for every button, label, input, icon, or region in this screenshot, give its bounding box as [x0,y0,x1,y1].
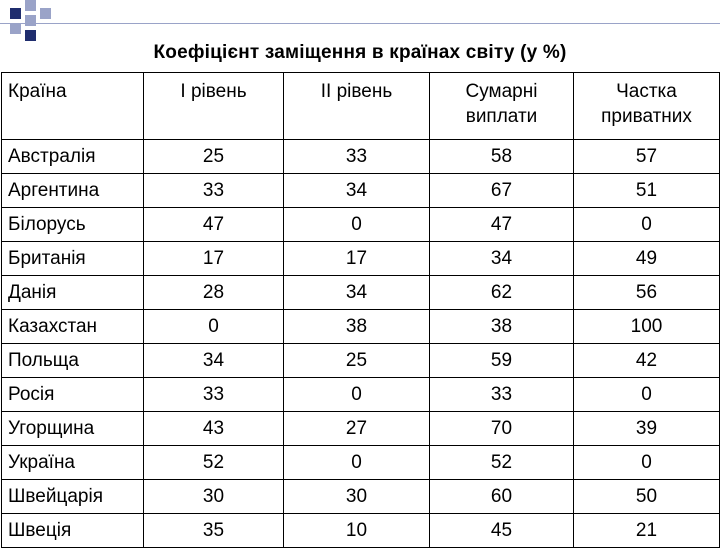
table-row [2,140,720,174]
table-row [2,208,720,242]
total-payments-cell: 60 [430,480,574,514]
country-cell: Аргентина [2,174,144,208]
level-1-cell: 25 [144,140,284,174]
country-cell: Росія [2,378,144,412]
decor-square [25,30,36,41]
level-2-cell: 0 [284,446,430,480]
header-level-1: I рівень [144,73,284,140]
table-row [2,480,720,514]
private-share-cell: 56 [574,276,720,310]
header-private-share: Частка приватних [574,73,720,140]
private-share-cell: 39 [574,412,720,446]
level-1-cell: 17 [144,242,284,276]
country-cell: Австралія [2,140,144,174]
level-1-cell: 43 [144,412,284,446]
total-payments-cell: 67 [430,174,574,208]
level-1-cell: 33 [144,174,284,208]
private-share-cell: 0 [574,446,720,480]
total-payments-cell: 62 [430,276,574,310]
level-1-cell: 47 [144,208,284,242]
slide-decoration [0,0,720,46]
level-2-cell: 17 [284,242,430,276]
header-level-2: II рівень [284,73,430,140]
total-payments-cell: 58 [430,140,574,174]
page-title: Коефіцієнт заміщення в країнах світу (у %) [153,42,567,63]
decor-square [10,23,21,34]
level-2-cell: 30 [284,480,430,514]
country-cell: Данія [2,276,144,310]
level-2-cell: 27 [284,412,430,446]
private-share-cell: 49 [574,242,720,276]
table-row [2,276,720,310]
private-share-cell: 0 [574,378,720,412]
country-cell: Швейцарія [2,480,144,514]
country-cell: Україна [2,446,144,480]
country-cell: Британія [2,242,144,276]
total-payments-cell: 59 [430,344,574,378]
header-country: Країна [2,73,144,140]
total-payments-cell: 33 [430,378,574,412]
table-row [2,242,720,276]
level-1-cell: 34 [144,344,284,378]
level-2-cell: 0 [284,378,430,412]
level-2-cell: 34 [284,276,430,310]
table-row [2,310,720,344]
country-cell: Угорщина [2,412,144,446]
private-share-cell: 0 [574,208,720,242]
total-payments-cell: 38 [430,310,574,344]
level-1-cell: 0 [144,310,284,344]
private-share-cell: 51 [574,174,720,208]
decor-square [25,0,36,11]
table-header-row [2,73,720,140]
level-2-cell: 25 [284,344,430,378]
total-payments-cell: 52 [430,446,574,480]
table-row [2,514,720,548]
total-payments-cell: 45 [430,514,574,548]
country-cell: Швеція [2,514,144,548]
table-body [2,140,720,548]
private-share-cell: 21 [574,514,720,548]
level-1-cell: 52 [144,446,284,480]
total-payments-cell: 70 [430,412,574,446]
level-2-cell: 0 [284,208,430,242]
private-share-cell: 100 [574,310,720,344]
decor-square [40,8,51,19]
country-cell: Білорусь [2,208,144,242]
total-payments-cell: 47 [430,208,574,242]
level-2-cell: 33 [284,140,430,174]
table-row [2,412,720,446]
table-row [2,446,720,480]
table-row [2,378,720,412]
private-share-cell: 50 [574,480,720,514]
country-cell: Польща [2,344,144,378]
header-total-payments: Сумарні виплати [430,73,574,140]
level-2-cell: 38 [284,310,430,344]
private-share-cell: 57 [574,140,720,174]
decor-square [25,15,36,26]
level-2-cell: 34 [284,174,430,208]
decor-square [10,8,21,19]
country-cell: Казахстан [2,310,144,344]
header-rule [0,23,720,24]
total-payments-cell: 34 [430,242,574,276]
replacement-rate-table [1,72,720,548]
table-row [2,344,720,378]
table-row [2,174,720,208]
level-1-cell: 30 [144,480,284,514]
level-2-cell: 10 [284,514,430,548]
level-1-cell: 33 [144,378,284,412]
level-1-cell: 28 [144,276,284,310]
private-share-cell: 42 [574,344,720,378]
level-1-cell: 35 [144,514,284,548]
